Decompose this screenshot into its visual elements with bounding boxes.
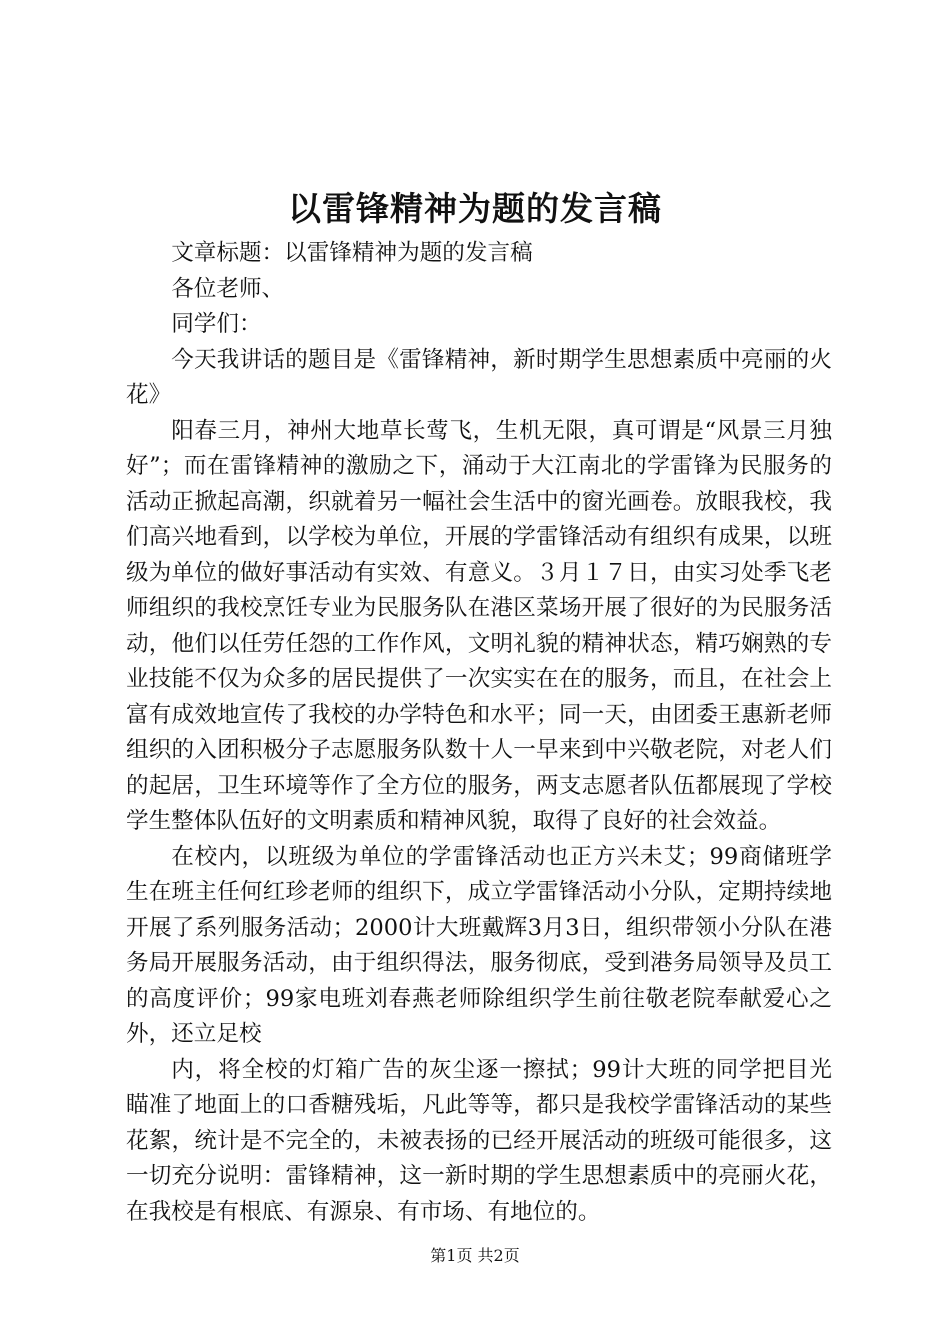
document-title: 以雷锋精神为题的发言稿 <box>288 189 662 228</box>
page-number: 第1页 共2页 <box>430 1246 520 1265</box>
paragraph-salutation-teachers: 各位老师、 <box>171 275 285 302</box>
paragraph-topic: 今天我讲话的题目是《雷锋精神，新时期学生思想素质中亮丽的火花》 <box>126 346 832 408</box>
paragraph-salutation-students: 同学们： <box>171 311 262 337</box>
paragraph-class-activities: 在校内，以班级为单位的学雷锋活动也正方兴未艾；99商储班学生在班主任何红珍老师的组织下，成立学雷锋活动小分队，定期持续地开展了系列服务活动；2000计大班戴辉3月3日，组织带领小分队在港务局开展服务活动，由于组织得法，服务彻底，受到港务局领导及员工的高度评价；99家电班刘春燕老师除组织学生前往敬老院奉献爱心之外，还立足校 <box>126 843 832 1047</box>
document-body <box>126 236 832 1230</box>
paragraph-spring-activities: 阳春三月，神州大地草长莺飞，生机无限，真可谓是“风景三月独好”；而在雷锋精神的激励之下，涌动于大江南北的学雷锋为民服务的活动正掀起高潮，织就着另一幅社会生活中的窗光画卷。放眼我校，我们高兴地看到，以学校为单位，开展的学雷锋活动有组织有成果，以班级为单位的做好事活动有实效、有意义。３月１７日，由实习处季飞老师组织的我校烹饪专业为民服务队在港区菜场开展了很好的为民服务活动，他们以任劳任怨的工作作风，文明礼貌的精神状态，精巧娴熟的专业技能不仅为众多的居民提供了一次实实在在的服务，而且，在社会上富有成效地宣传了我校的办学特色和水平；同一天，由团委王惠新老师组织的入团积极分子志愿服务队数十人一早来到中兴敬老院，对老人们的起居，卫生环境等作了全方位的服务，两支志愿者队伍都展现了学校学生整体队伍好的文明素质和精神风貌，取得了良好的社会效益。 <box>126 417 832 834</box>
paragraph-conclusion: 内，将全校的灯箱广告的灰尘逐一擦拭；99计大班的同学把目光瞄准了地面上的口香糖残垢，凡此等等，都只是我校学雷锋活动的某些花絮，统计是不完全的，未被表扬的已经开展活动的班级可能很多，这一切充分说明：雷锋精神，这一新时期的学生思想素质中的亮丽火花，在我校是有根底、有源泉、有市场、有地位的。 <box>126 1056 832 1225</box>
paragraph-article-title: 文章标题：以雷锋精神为题的发言稿 <box>171 240 533 266</box>
